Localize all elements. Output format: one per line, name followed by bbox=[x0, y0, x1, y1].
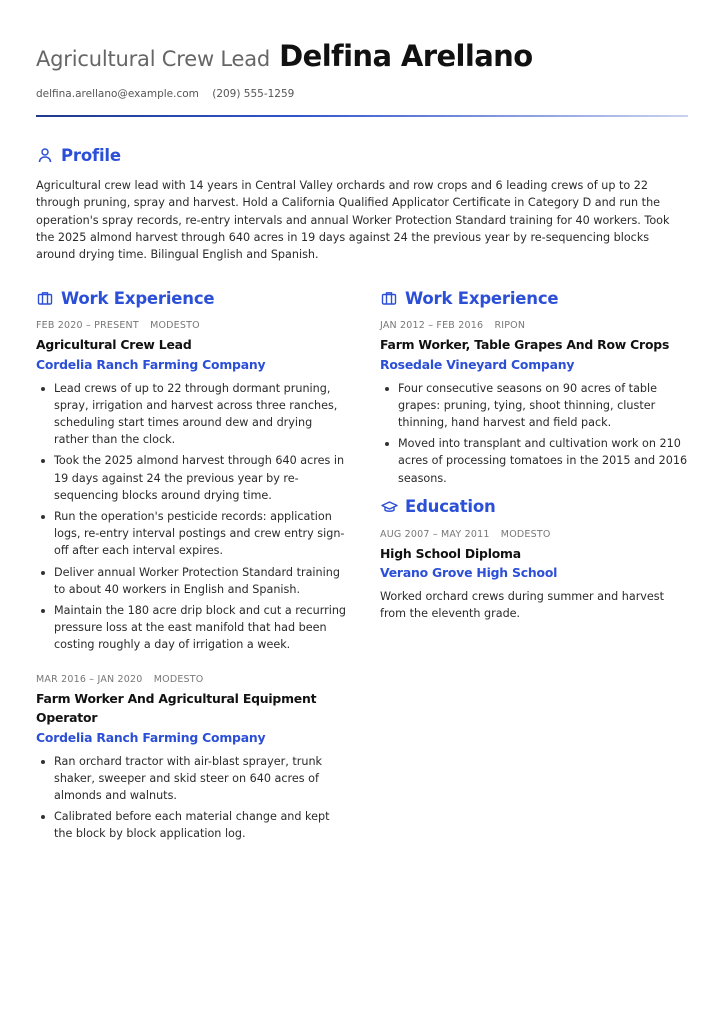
job-role: Farm Worker, Table Grapes And Row Crops bbox=[380, 337, 670, 352]
education-heading: Education bbox=[405, 497, 496, 517]
work-heading: Work Experience bbox=[61, 288, 215, 308]
phone-number[interactable]: (209) 555-1259 bbox=[212, 88, 295, 100]
employer-name: Rosedale Vineyard Company bbox=[380, 356, 575, 372]
bullet-list bbox=[36, 753, 348, 843]
bullet-item: Four consecutive seasons on 90 acres of table grapes: pruning, tying, shoot thinning, cluster thinning, hand harvest and field pack. bbox=[380, 380, 690, 432]
briefcase-icon bbox=[36, 289, 54, 307]
entry-dates: AUG 2007 – MAY 2011 bbox=[380, 528, 490, 540]
education-entry bbox=[380, 529, 690, 623]
job-role: Agricultural Crew Lead bbox=[36, 337, 192, 352]
experience-entry bbox=[380, 320, 690, 487]
entry-location: MODESTO bbox=[153, 673, 204, 685]
entry-meta bbox=[36, 320, 348, 331]
employer-name: Cordelia Ranch Farming Company bbox=[36, 729, 266, 745]
degree-title: High School Diploma bbox=[380, 545, 521, 561]
bullet-item: Calibrated before each material change and kept the block by block application log. bbox=[36, 808, 348, 842]
full-name: Delfina Arellano bbox=[279, 39, 533, 73]
work-heading: Work Experience bbox=[405, 288, 559, 308]
entry-location: RIPON bbox=[494, 320, 526, 331]
education-heading-row bbox=[380, 495, 690, 519]
entry-dates: MAR 2016 – JAN 2020 bbox=[36, 673, 143, 685]
entry-location: MODESTO bbox=[500, 528, 551, 540]
bullet-list bbox=[36, 380, 348, 654]
work-heading-row-left bbox=[36, 286, 348, 310]
education-description: Worked orchard crews during summer and harvest from the eleventh grade. bbox=[380, 590, 665, 621]
entry-location: MODESTO bbox=[150, 320, 200, 331]
school-name: Verano Grove High School bbox=[380, 565, 558, 581]
bullet-item: Moved into transplant and cultivation work on 210 acres of processing tomatoes in the 2015 and 2016 seasons. bbox=[380, 435, 690, 487]
entry-meta bbox=[380, 320, 690, 331]
entry-dates: JAN 2012 – FEB 2016 bbox=[380, 320, 484, 331]
bullet-item: Run the operation's pesticide records: application logs, re-entry interval postings and crew entry sign-off after each interval expires. bbox=[36, 508, 348, 560]
employer-name: Cordelia Ranch Farming Company bbox=[36, 356, 266, 372]
job-role: Farm Worker And Agricultural Equipment Operator bbox=[36, 690, 317, 726]
profile-heading: Profile bbox=[61, 145, 121, 165]
entry-meta bbox=[36, 674, 348, 685]
header-divider bbox=[36, 115, 688, 117]
profile-summary: Agricultural crew lead with 14 years in Central Valley orchards and row crops and 6 leading crews of up to 22 through pruning, spray and harvest. Hold a California Qualified Applicator Certificate in Category D and run the operation's spray records, re-entry intervals and annual Worker Protection Standard training for 40 workers. Took the 2025 almond harvest through 640 acres in 19 days against 24 the previous year by re-sequencing blocks around drying time. Bilingual English and Spanish. bbox=[36, 179, 670, 262]
briefcase-icon bbox=[380, 289, 398, 307]
job-title: Agricultural Crew Lead bbox=[36, 47, 271, 71]
resume-header bbox=[36, 36, 688, 100]
entry-dates: FEB 2020 – PRESENT bbox=[36, 320, 139, 331]
bullet-item: Maintain the 180 acre drip block and cut a recurring pressure loss at the east manifold that had been costing roughly a day of irrigation a week. bbox=[36, 602, 348, 654]
education-section bbox=[380, 495, 690, 623]
profile-section bbox=[36, 143, 688, 263]
profile-heading-row bbox=[36, 143, 688, 167]
bullet-list bbox=[380, 380, 690, 487]
experience-entry bbox=[36, 674, 348, 843]
entry-meta bbox=[380, 529, 690, 540]
title-line bbox=[36, 36, 688, 76]
graduation-cap-icon bbox=[380, 498, 398, 516]
left-column bbox=[36, 286, 348, 847]
bullet-item: Lead crews of up to 22 through dormant pruning, spray, irrigation and harvest across three ranches, scheduling start times around dew and drying rather than the clock. bbox=[36, 380, 348, 449]
right-column bbox=[380, 286, 690, 623]
experience-entry bbox=[36, 320, 348, 654]
bullet-item: Ran orchard tractor with air-blast sprayer, trunk shaker, sweeper and skid steer on 640 acres of almonds and walnuts. bbox=[36, 753, 348, 805]
person-icon bbox=[36, 146, 54, 164]
bullet-item: Deliver annual Worker Protection Standard training to about 40 workers in English and Spanish. bbox=[36, 564, 348, 598]
bullet-item: Took the 2025 almond harvest through 640 acres in 19 days against 24 the previous year by re-sequencing blocks around drying time. bbox=[36, 452, 348, 504]
contact-line bbox=[36, 88, 688, 100]
work-heading-row-right bbox=[380, 286, 690, 310]
email-address[interactable]: delfina.arellano@example.com bbox=[36, 88, 199, 100]
